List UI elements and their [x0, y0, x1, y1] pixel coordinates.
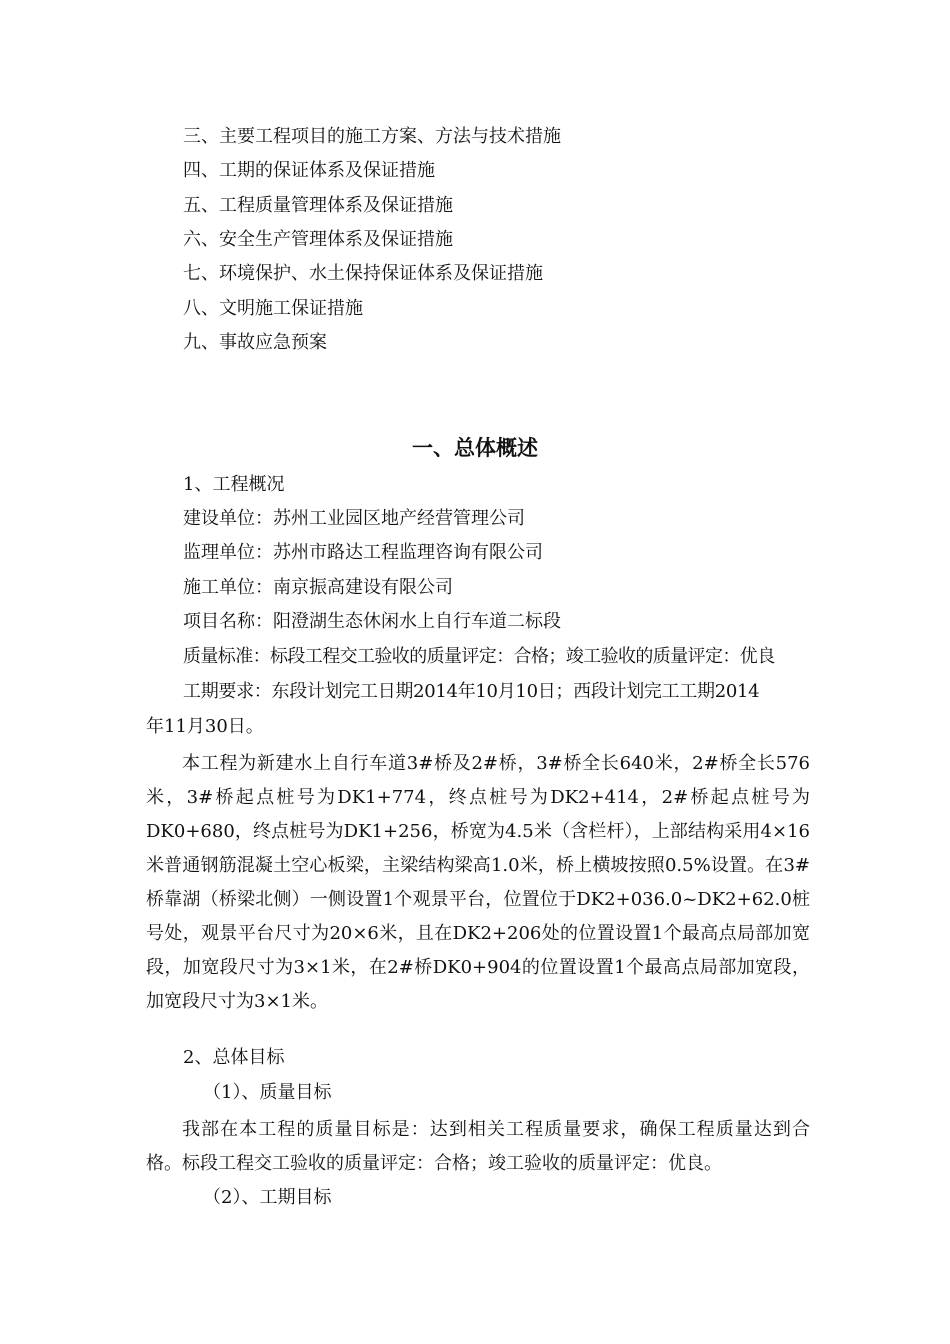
- overview-heading: 1、工程概况: [183, 474, 285, 495]
- supervisor-unit: 监理单位：苏州市路达工程监理咨询有限公司: [183, 542, 543, 563]
- toc-item-4: 四、工期的保证体系及保证措施: [183, 160, 435, 181]
- contractor-unit: 施工单位：南京振高建设有限公司: [183, 577, 453, 598]
- toc-item-5: 五、工程质量管理体系及保证措施: [183, 195, 453, 216]
- project-description: 本工程为新建水上自行车道3#桥及2#桥，3#桥全长640米，2#桥全长576米，3#桥起点桩号为DK1+774，终点桩号为DK2+414，2#桥起点桩号为DK0+680，终点桩号为DK1+256，桥宽为4.5米（含栏杆），上部结构采用4×16米普通钢筋混凝土空心板梁，主梁结构梁高1.0米，桥上横坡按照0.5%设置。在3#桥靠湖（桥梁北侧）一侧设置1个观景平台，位置位于DK2+036.0~DK2+62.0桩号处，观景平台尺寸为20×6米，且在DK2+206处的位置设置1个最高点局部加宽段，加宽段尺寸为3×1米，在2#桥DK0+904的位置设置1个最高点局部加宽段，加宽段尺寸为3×1米。: [146, 753, 810, 1012]
- quality-goal-heading: （1）、质量目标: [203, 1082, 332, 1103]
- schedule-requirement-cont: 年11月30日。: [146, 716, 264, 737]
- schedule-goal-heading: （2）、工期目标: [203, 1187, 332, 1208]
- toc-item-9: 九、事故应急预案: [183, 332, 327, 353]
- toc-item-3: 三、主要工程项目的施工方案、方法与技术措施: [183, 126, 561, 147]
- project-name: 项目名称：阳澄湖生态休闲水上自行车道二标段: [183, 611, 561, 632]
- schedule-requirement: 工期要求：东段计划完工日期2014年10月10日；西段计划完工工期2014: [183, 681, 760, 702]
- quality-goal-text: 我部在本工程的质量目标是：达到相关工程质量要求，确保工程质量达到合格。标段工程交工验收的质量评定：合格；竣工验收的质量评定：优良。: [146, 1119, 810, 1174]
- goals-heading: 2、总体目标: [183, 1047, 285, 1068]
- section-title: 一、总体概述: [412, 436, 538, 460]
- toc-item-6: 六、安全生产管理体系及保证措施: [183, 229, 453, 250]
- quality-standard: 质量标准：标段工程交工验收的质量评定：合格；竣工验收的质量评定：优良: [183, 646, 775, 667]
- toc-item-8: 八、文明施工保证措施: [183, 298, 363, 319]
- toc-item-7: 七、环境保护、水土保持保证体系及保证措施: [183, 263, 543, 284]
- builder-unit: 建设单位：苏州工业园区地产经营管理公司: [183, 508, 525, 529]
